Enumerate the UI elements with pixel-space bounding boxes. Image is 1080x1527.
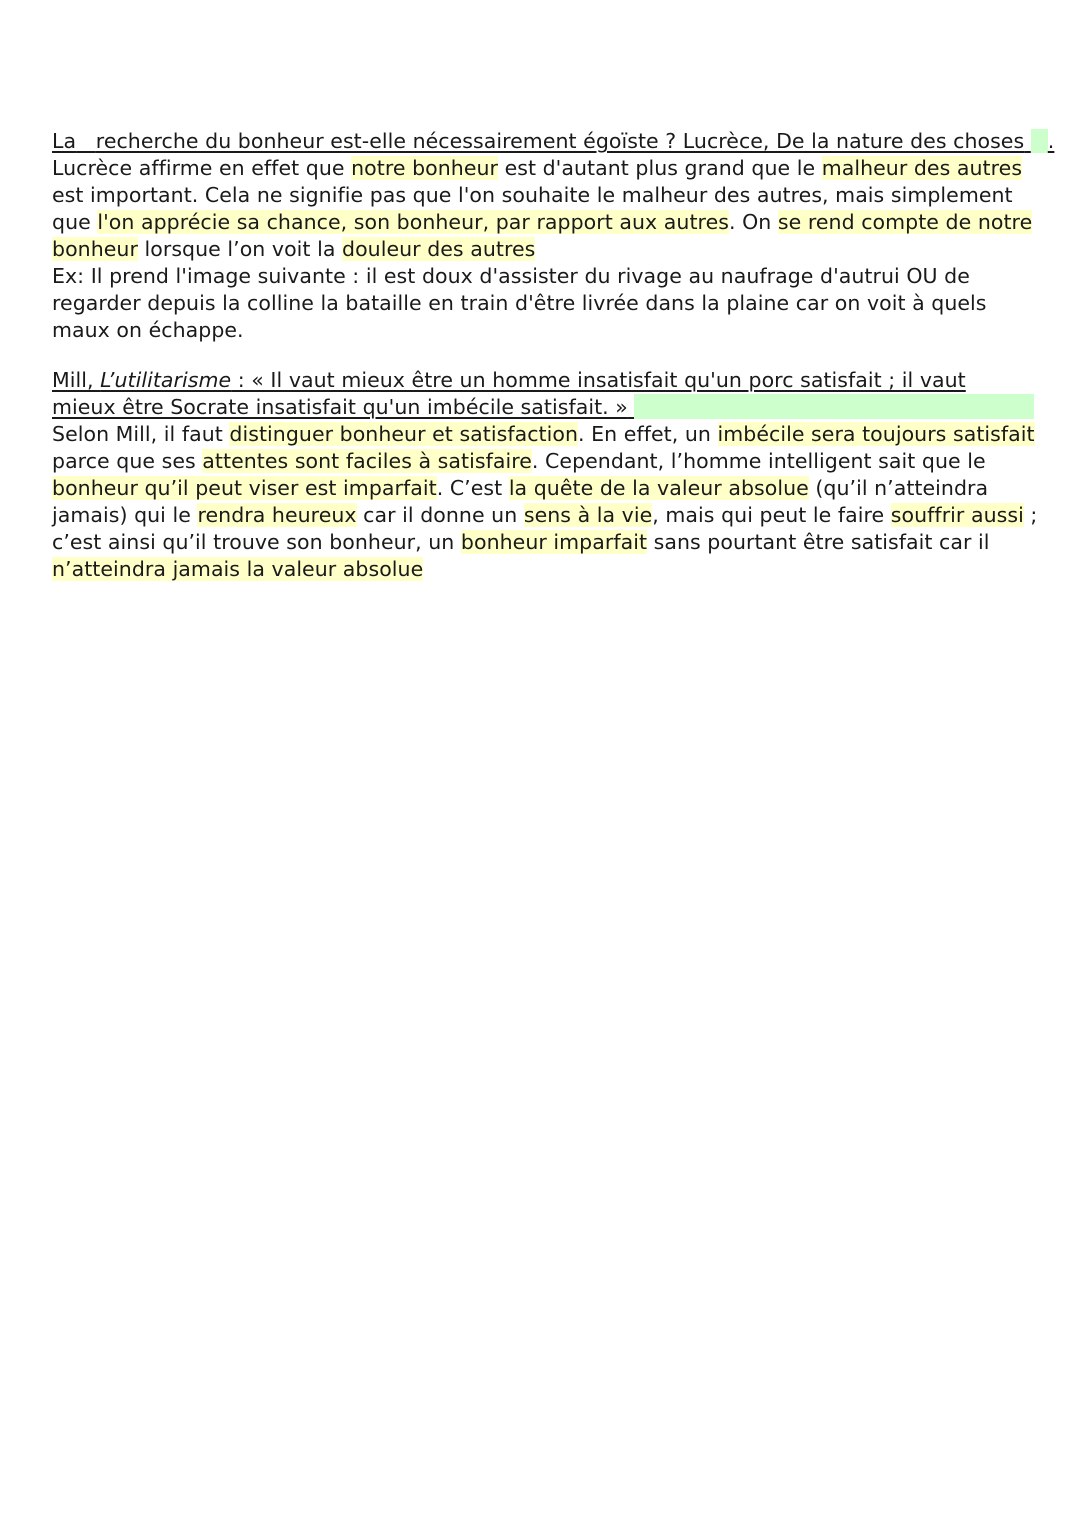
section-lucrece (52, 128, 1055, 344)
highlight: notre bonheur (351, 156, 498, 180)
highlight: malheur des autres (821, 156, 1023, 180)
paragraph-line: bonheur qu’il peut viser est imparfait. C’est la quête de la valeur absolue (qu’il n’atteindra (52, 476, 989, 500)
title-text: recherche du bonheur est-elle nécessairement égoïste ? Lucrèce, De la nature des choses (95, 129, 1025, 153)
document-page (52, 128, 1055, 583)
highlight: bonheur qu’il peut viser est imparfait (52, 476, 437, 500)
highlight: douleur des autres (342, 237, 536, 261)
paragraph-line: maux on échappe. (52, 318, 244, 342)
green-marker (634, 394, 1034, 419)
paragraph-line: bonheur lorsque l’on voit la douleur des autres (52, 237, 536, 261)
section-mill (52, 367, 1038, 583)
paragraph-line: regarder depuis la colline la bataille en train d'être livrée dans la plaine car on voit à quels (52, 291, 987, 315)
highlight: bonheur imparfait (460, 530, 648, 554)
paragraph-line: jamais) qui le rendra heureux car il donne un sens à la vie, mais qui peut le faire souffrir aussi ; (52, 503, 1038, 527)
paragraph-line: est important. Cela ne signifie pas que l'on souhaite le malheur des autres, mais simplement (52, 183, 1013, 207)
highlight: imbécile sera toujours satisfait (717, 422, 1035, 446)
section-title-lucrece (52, 128, 1055, 155)
paragraph-line: c’est ainsi qu’il trouve son bonheur, un bonheur imparfait sans pourtant être satisfait car il (52, 530, 990, 554)
paragraph-line: Selon Mill, il faut distinguer bonheur et satisfaction. En effet, un imbécile sera toujours satisfait (52, 422, 1035, 446)
paragraph-line: que l'on apprécie sa chance, son bonheur, par rapport aux autres. On se rend compte de notre (52, 210, 1033, 234)
highlight: bonheur (52, 237, 138, 261)
book-title: L’utilitarisme (100, 368, 232, 392)
highlight: sens à la vie (523, 503, 653, 527)
highlight: la quête de la valeur absolue (508, 476, 809, 500)
highlight: n’atteindra jamais la valeur absolue (52, 557, 424, 581)
highlight: souffrir aussi (890, 503, 1024, 527)
section-title-mill-line2: mieux être Socrate insatisfait qu'un imbécile satisfait. » (52, 394, 1032, 421)
green-marker (1031, 129, 1048, 153)
highlight: distinguer bonheur et satisfaction (229, 422, 579, 446)
title-word-la: La (52, 129, 77, 153)
paragraph-line: parce que ses attentes sont faciles à satisfaire. Cependant, l’homme intelligent sait que le (52, 449, 986, 473)
paragraph-line (52, 556, 1032, 583)
highlight: l'on apprécie sa chance, son bonheur, par rapport aux autres (97, 210, 729, 234)
title-dot: . (1047, 129, 1055, 153)
section-gap (52, 344, 1032, 367)
highlight: rendra heureux (197, 503, 357, 527)
paragraph-line: Lucrèce affirme en effet que notre bonheur est d'autant plus grand que le malheur des autres (52, 156, 1023, 180)
paragraph-line: Ex: Il prend l'image suivante : il est doux d'assister du rivage au naufrage d'autrui OU de (52, 264, 970, 288)
highlight: se rend compte de notre (777, 210, 1033, 234)
highlight: attentes sont faciles à satisfaire (202, 449, 532, 473)
section-title-mill: Mill, L’utilitarisme : « Il vaut mieux être un homme insatisfait qu'un porc satisfait ; il vaut (52, 368, 966, 392)
